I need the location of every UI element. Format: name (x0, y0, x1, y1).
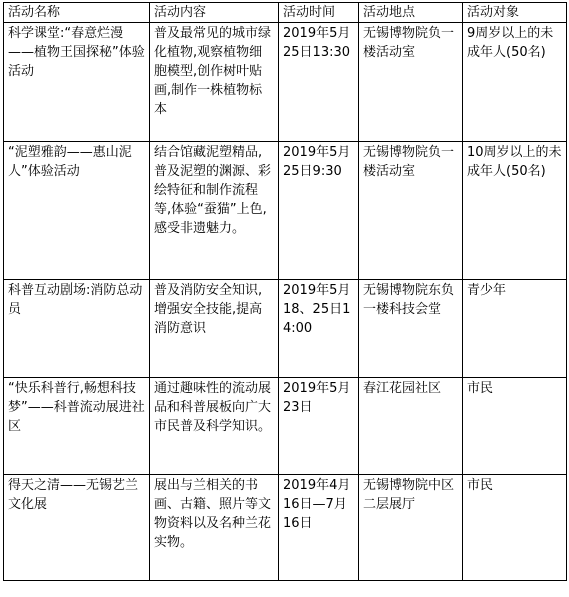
table-row (4, 142, 567, 280)
table-row (4, 378, 567, 475)
header-activity-audience: 活动对象 (463, 3, 567, 23)
cell-name: 科普互动剧场:消防总动员 (4, 280, 150, 378)
cell-time: 2019年5月23日 (279, 378, 359, 475)
cell-name: “泥塑雅韵——惠山泥人”体验活动 (4, 142, 150, 280)
cell-content: 通过趣味性的流动展品和科普展板向广大市民普及科学知识。 (150, 378, 279, 475)
cell-time: 2019年5月25日9:30 (279, 142, 359, 280)
table-row (4, 280, 567, 378)
cell-place: 无锡博物院负一楼活动室 (359, 142, 463, 280)
table-row (4, 23, 567, 142)
cell-time: 2019年5月25日13:30 (279, 23, 359, 142)
cell-content: 普及最常见的城市绿化植物,观察植物细胞模型,创作树叶贴画,制作一株植物标本 (150, 23, 279, 142)
cell-time: 2019年5月18、25日14:00 (279, 280, 359, 378)
header-activity-time: 活动时间 (279, 3, 359, 23)
header-row (4, 3, 567, 23)
cell-audience: 10周岁以上的未成年人(50名) (463, 142, 567, 280)
table-body (4, 23, 567, 581)
header-activity-place: 活动地点 (359, 3, 463, 23)
cell-audience: 9周岁以上的未成年人(50名) (463, 23, 567, 142)
cell-time: 2019年4月16日—7月16日 (279, 475, 359, 581)
header-activity-content: 活动内容 (150, 3, 279, 23)
cell-content: 普及消防安全知识,增强安全技能,提高消防意识 (150, 280, 279, 378)
cell-content: 结合馆藏泥塑精品,普及泥塑的渊源、彩绘特征和制作流程等,体验“蚕猫”上色,感受非遗魅力。 (150, 142, 279, 280)
table-header (4, 3, 567, 23)
cell-name: 得天之清——无锡艺兰文化展 (4, 475, 150, 581)
cell-place: 无锡博物院负一楼活动室 (359, 23, 463, 142)
cell-place: 无锡博物院中区二层展厅 (359, 475, 463, 581)
cell-audience: 市民 (463, 475, 567, 581)
cell-audience: 青少年 (463, 280, 567, 378)
activity-table (3, 2, 567, 581)
cell-name: 科学课堂:“春意烂漫——植物王国探秘”体验活动 (4, 23, 150, 142)
cell-content: 展出与兰相关的书画、古籍、照片等文物资料以及名种兰花实物。 (150, 475, 279, 581)
cell-audience: 市民 (463, 378, 567, 475)
cell-name: “快乐科普行,畅想科技梦”——科普流动展进社区 (4, 378, 150, 475)
header-activity-name: 活动名称 (4, 3, 150, 23)
cell-place: 无锡博物院东负一楼科技会堂 (359, 280, 463, 378)
table-row (4, 475, 567, 581)
cell-place: 春江花园社区 (359, 378, 463, 475)
